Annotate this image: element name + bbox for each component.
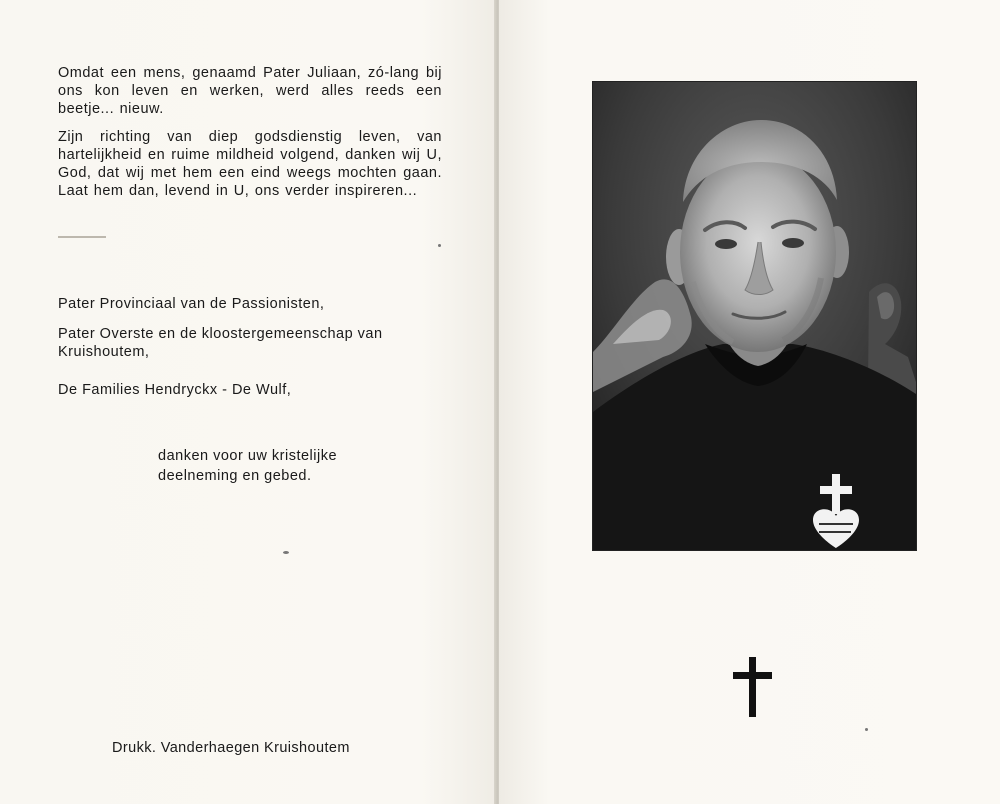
portrait-illustration (593, 82, 916, 550)
signer-families: De Families Hendryckx - De Wulf, (58, 382, 292, 398)
thanks-text (158, 446, 337, 486)
paper-speck (438, 244, 441, 247)
memorial-paragraph-1: Omdat een mens, genaamd Pater Juliaan, zó-lang bij ons kon leven en werken, werd alles reeds een beetje... nieuw. (58, 65, 442, 117)
memorial-paragraph-2: Zijn richting van diep godsdienstig leven, van hartelijkheid en ruime mildheid volgend, danken wij U, God, dat wij met hem een eind weegs mochten gaan. Laat hem dan, levend in U, ons verder inspireren... (58, 129, 442, 199)
signer-provincial: Pater Provinciaal van de Passionisten, (58, 296, 325, 312)
thanks-line-2: deelneming en gebed. (158, 468, 312, 484)
thanks-line-1: danken voor uw kristelijke (158, 448, 338, 464)
left-page (0, 0, 496, 804)
signer-overste: Pater Overste en de kloostergemeenschap van Kruishoutem, (58, 326, 383, 360)
portrait-photo (593, 82, 916, 550)
divider-line (58, 236, 106, 238)
printer-credit: Drukk. Vanderhaegen Kruishoutem (112, 740, 350, 756)
paper-speck (865, 728, 868, 731)
cross-icon (733, 657, 773, 722)
paper-speck (283, 551, 289, 554)
